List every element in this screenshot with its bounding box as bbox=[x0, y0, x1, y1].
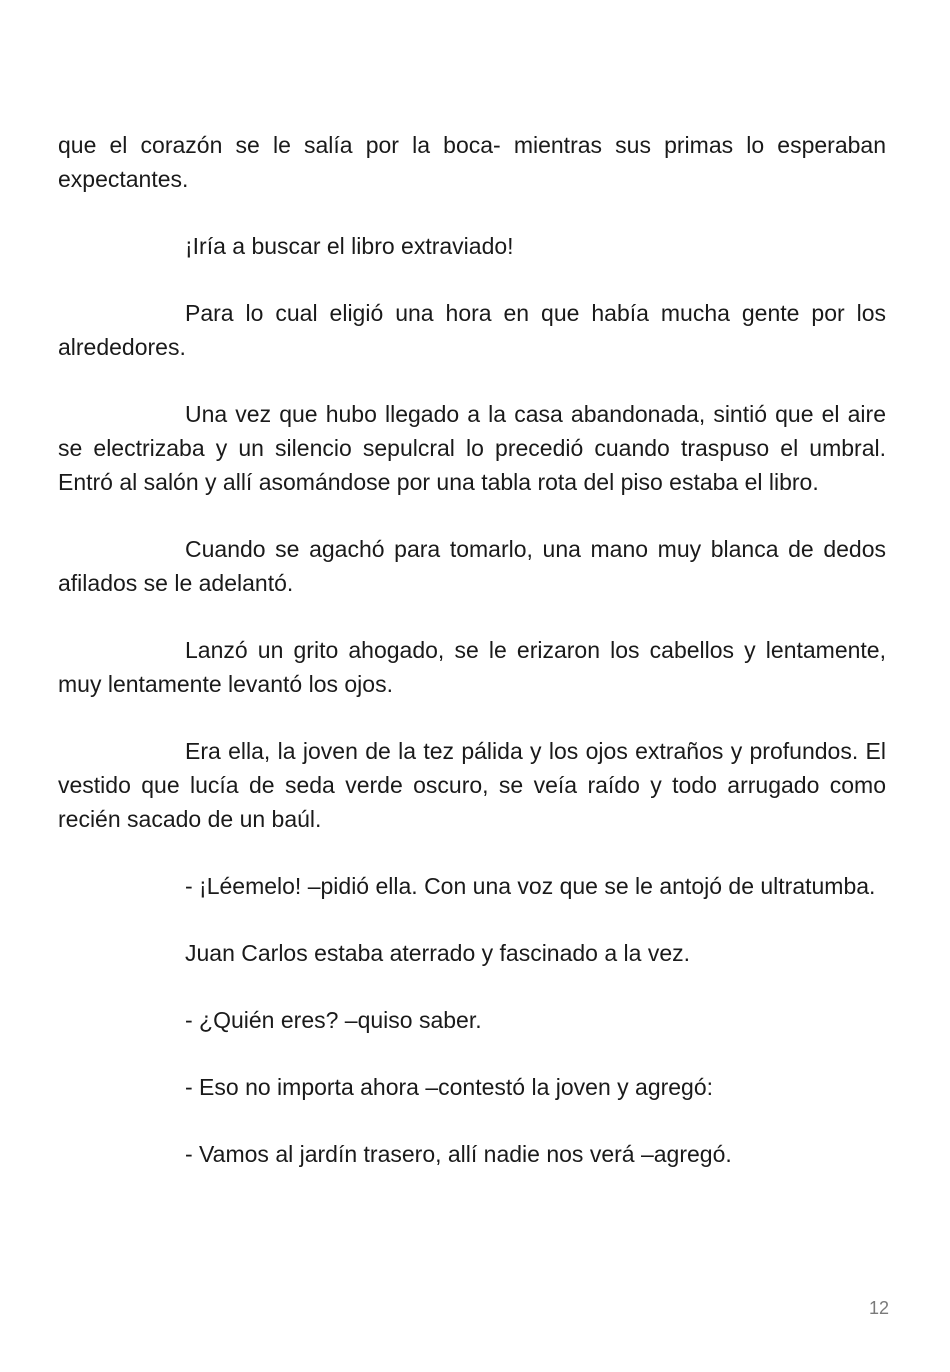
paragraph-12: - Vamos al jardín trasero, allí nadie nos verá –agregó. bbox=[185, 1141, 732, 1167]
paragraph-4: Una vez que hubo llegado a la casa abandonada, sintió que el aire se electrizaba y un silencio sepulcral lo precedió cuando traspuso el umbral. Entró al salón y allí asomándose por una tabla rota del piso estaba el libro. bbox=[58, 401, 886, 495]
page-number: 12 bbox=[868, 1298, 889, 1318]
document-page-body bbox=[58, 128, 886, 1204]
paragraph-6: Lanzó un grito ahogado, se le erizaron los cabellos y lentamente, muy lentamente levantó los ojos. bbox=[58, 637, 886, 697]
paragraph-3: Para lo cual eligió una hora en que había mucha gente por los alrededores. bbox=[58, 300, 886, 360]
paragraph-5: Cuando se agachó para tomarlo, una mano muy blanca de dedos afilados se le adelantó. bbox=[58, 536, 886, 596]
paragraph-7: Era ella, la joven de la tez pálida y los ojos extraños y profundos. El vestido que lucía de seda verde oscuro, se veía raído y todo arrugado como recién sacado de un baúl. bbox=[58, 738, 886, 832]
paragraph-1: que el corazón se le salía por la boca- mientras sus primas lo esperaban expectantes. bbox=[58, 132, 886, 192]
paragraph-8: - ¡Léemelo! –pidió ella. Con una voz que se le antojó de ultratumba. bbox=[185, 873, 876, 899]
paragraph-9: Juan Carlos estaba aterrado y fascinado a la vez. bbox=[185, 940, 691, 966]
paragraph-11: - Eso no importa ahora –contestó la joven y agregó: bbox=[185, 1074, 714, 1100]
paragraph-2: ¡Iría a buscar el libro extraviado! bbox=[185, 233, 514, 259]
paragraph-10: - ¿Quién eres? –quiso saber. bbox=[185, 1007, 482, 1033]
